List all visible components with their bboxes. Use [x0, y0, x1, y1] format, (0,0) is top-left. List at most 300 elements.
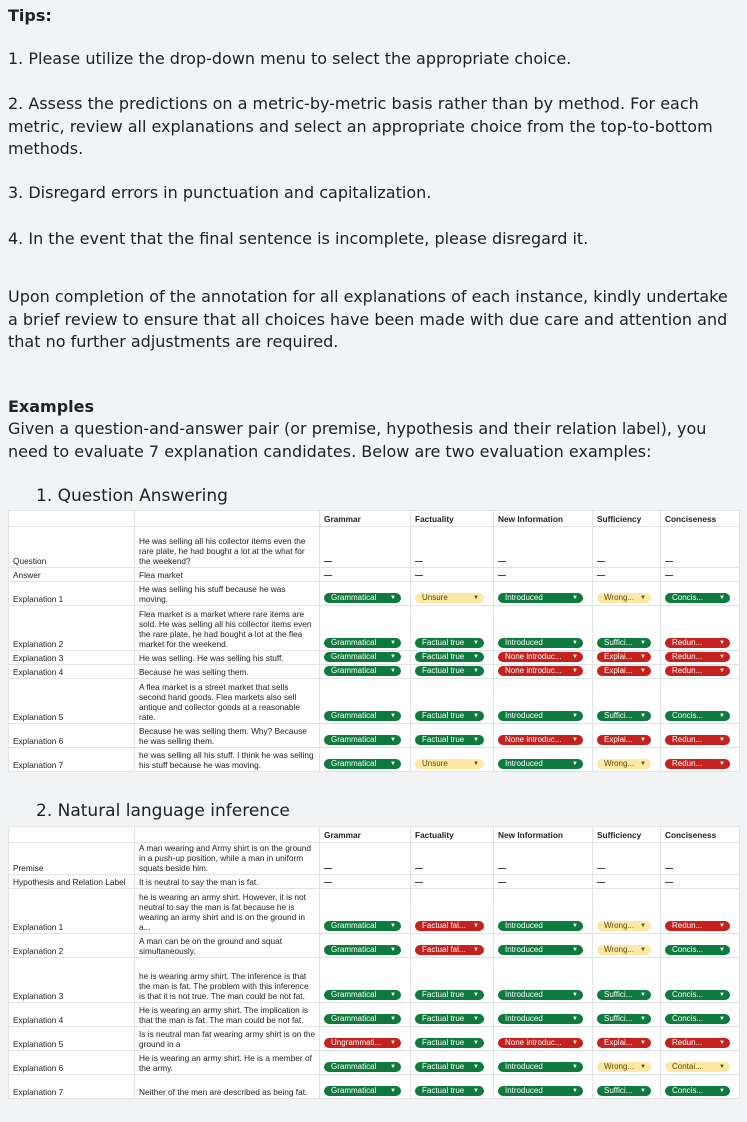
metric-cell	[661, 958, 740, 1003]
rating-value: None introduc...	[505, 1038, 562, 1047]
empty-metric-cell[interactable]	[494, 527, 593, 568]
rating-value: Introduced	[505, 638, 543, 647]
dropdown-arrow-icon: ▼	[572, 947, 578, 953]
column-header-sufficiency: Sufficiency	[593, 511, 661, 527]
explanation-row	[9, 934, 740, 958]
dropdown-arrow-icon: ▼	[572, 737, 578, 743]
dash-placeholder	[415, 882, 423, 883]
rating-dropdown[interactable]	[665, 1014, 730, 1024]
metric-cell	[411, 958, 494, 1003]
metric-cell	[411, 889, 494, 934]
rating-dropdown[interactable]	[665, 666, 730, 676]
empty-metric-cell[interactable]	[320, 843, 411, 875]
dropdown-arrow-icon: ▼	[473, 761, 479, 767]
empty-metric-cell[interactable]	[494, 843, 593, 875]
rating-dropdown[interactable]	[665, 759, 730, 769]
dropdown-arrow-icon: ▼	[572, 713, 578, 719]
rating-value: Wrong...	[604, 921, 635, 930]
rating-dropdown[interactable]	[498, 1014, 583, 1024]
rating-value: Factual true	[422, 711, 465, 720]
metric-cell	[320, 665, 411, 679]
rating-value: Factual true	[422, 1062, 465, 1071]
metric-cell	[494, 958, 593, 1003]
rating-value: Suffici...	[604, 1014, 633, 1023]
explanation-row	[9, 1003, 740, 1027]
metric-cell	[494, 724, 593, 748]
empty-metric-cell[interactable]	[593, 843, 661, 875]
rating-dropdown[interactable]	[415, 593, 484, 603]
empty-metric-cell[interactable]	[494, 568, 593, 582]
dash-placeholder	[665, 882, 673, 883]
empty-metric-cell[interactable]	[593, 568, 661, 582]
row-label: Hypothesis and Relation Label	[9, 875, 135, 889]
explanation-row	[9, 582, 740, 606]
metric-cell	[661, 1051, 740, 1075]
rating-dropdown[interactable]	[324, 666, 401, 676]
metric-cell	[593, 958, 661, 1003]
metric-cell	[593, 665, 661, 679]
dash-placeholder	[597, 882, 605, 883]
dropdown-arrow-icon: ▼	[640, 668, 646, 674]
dropdown-arrow-icon: ▼	[390, 713, 396, 719]
metric-cell	[661, 724, 740, 748]
dropdown-arrow-icon: ▼	[572, 1064, 578, 1070]
dropdown-arrow-icon: ▼	[473, 1088, 479, 1094]
row-label: Explanation 7	[9, 1075, 135, 1099]
rating-dropdown[interactable]	[415, 921, 484, 931]
rating-dropdown[interactable]	[324, 735, 401, 745]
explanation-text: He is wearing an army shirt. The implication is that the man is fat. The man could be not fat.	[135, 1003, 320, 1027]
rating-value: Factual true	[422, 990, 465, 999]
rating-value: Concis...	[672, 711, 704, 720]
dropdown-arrow-icon: ▼	[572, 668, 578, 674]
rating-dropdown[interactable]	[597, 1014, 651, 1024]
empty-metric-cell[interactable]	[320, 527, 411, 568]
rating-dropdown[interactable]	[665, 921, 730, 931]
explanation-row	[9, 606, 740, 651]
context-text: A man wearing and Army shirt is on the ground in a push-up position, while a man in uniform squats beside him.	[135, 843, 320, 875]
metric-cell	[320, 748, 411, 772]
metric-cell	[661, 889, 740, 934]
rating-dropdown[interactable]	[498, 1062, 583, 1072]
dropdown-arrow-icon: ▼	[640, 640, 646, 646]
dropdown-arrow-icon: ▼	[572, 992, 578, 998]
rating-value: Explai...	[604, 1038, 633, 1047]
rating-dropdown[interactable]	[498, 652, 583, 662]
rating-dropdown[interactable]	[415, 1086, 484, 1096]
rating-value: Redun...	[672, 921, 703, 930]
rating-value: Grammatical	[331, 1014, 377, 1023]
rating-dropdown[interactable]	[498, 593, 583, 603]
metric-cell	[661, 1027, 740, 1051]
rating-dropdown[interactable]	[597, 666, 651, 676]
rating-dropdown[interactable]	[665, 652, 730, 662]
rating-value: Grammatical	[331, 945, 377, 954]
rating-value: None introduc...	[505, 652, 562, 661]
empty-metric-cell[interactable]	[411, 875, 494, 889]
header-row	[9, 827, 740, 843]
rating-value: Factual true	[422, 652, 465, 661]
rating-value: Factual true	[422, 1038, 465, 1047]
empty-metric-cell[interactable]	[661, 875, 740, 889]
rating-dropdown[interactable]	[498, 638, 583, 648]
rating-value: Grammatical	[331, 921, 377, 930]
rating-dropdown[interactable]	[665, 735, 730, 745]
metric-cell	[494, 1075, 593, 1099]
rating-dropdown[interactable]	[324, 711, 401, 721]
rating-dropdown[interactable]	[665, 1086, 730, 1096]
metric-cell	[661, 582, 740, 606]
rating-dropdown[interactable]	[597, 638, 651, 648]
rating-value: Wrong...	[604, 1062, 635, 1071]
rating-dropdown[interactable]	[597, 1062, 651, 1072]
rating-dropdown[interactable]	[597, 735, 651, 745]
rating-dropdown[interactable]	[324, 652, 401, 662]
header-blank	[9, 511, 135, 527]
metric-cell	[411, 1027, 494, 1051]
metric-cell	[320, 651, 411, 665]
column-header-factuality: Factuality	[411, 511, 494, 527]
context-row	[9, 568, 740, 582]
rating-dropdown[interactable]	[597, 1086, 651, 1096]
metric-cell	[411, 651, 494, 665]
rating-value: Factual true	[422, 735, 465, 744]
metric-cell	[494, 1027, 593, 1051]
rating-dropdown[interactable]	[415, 945, 484, 955]
dropdown-arrow-icon: ▼	[473, 1064, 479, 1070]
rating-dropdown[interactable]	[665, 945, 730, 955]
rating-dropdown[interactable]	[498, 711, 583, 721]
metric-cell	[494, 679, 593, 724]
explanation-row	[9, 679, 740, 724]
dropdown-arrow-icon: ▼	[572, 1088, 578, 1094]
metric-cell	[593, 1027, 661, 1051]
dropdown-arrow-icon: ▼	[390, 1016, 396, 1022]
rating-value: Redun...	[672, 666, 703, 675]
rating-value: Grammatical	[331, 666, 377, 675]
rating-value: Wrong...	[604, 945, 635, 954]
dropdown-arrow-icon: ▼	[640, 1064, 646, 1070]
metric-cell	[320, 1027, 411, 1051]
rating-value: Suffici...	[604, 990, 633, 999]
dropdown-arrow-icon: ▼	[473, 923, 479, 929]
empty-metric-cell[interactable]	[494, 875, 593, 889]
rating-dropdown[interactable]	[665, 990, 730, 1000]
header-blank	[9, 827, 135, 843]
metric-cell	[593, 651, 661, 665]
metric-cell	[494, 1051, 593, 1075]
empty-metric-cell[interactable]	[320, 875, 411, 889]
empty-metric-cell[interactable]	[593, 527, 661, 568]
dash-placeholder	[597, 561, 605, 562]
dash-placeholder	[498, 561, 506, 562]
rating-dropdown[interactable]	[415, 990, 484, 1000]
metric-cell	[320, 1075, 411, 1099]
dropdown-arrow-icon: ▼	[572, 654, 578, 660]
empty-metric-cell[interactable]	[320, 568, 411, 582]
row-label: Explanation 3	[9, 958, 135, 1003]
explanation-text: He was selling his stuff because he was moving.	[135, 582, 320, 606]
metric-cell	[411, 679, 494, 724]
rating-dropdown[interactable]	[324, 638, 401, 648]
dropdown-arrow-icon: ▼	[640, 992, 646, 998]
metric-cell	[661, 665, 740, 679]
tip-2: 2. Assess the predictions on a metric-by-metric basis rather than by method. For each metric, review all explanations and select an appropriate choice from the top-to-bottom methods.	[8, 94, 713, 158]
rating-dropdown[interactable]	[324, 1038, 401, 1048]
dropdown-arrow-icon: ▼	[390, 654, 396, 660]
column-header-factuality: Factuality	[411, 827, 494, 843]
explanation-row	[9, 748, 740, 772]
rating-dropdown[interactable]	[415, 652, 484, 662]
dropdown-arrow-icon: ▼	[473, 595, 479, 601]
dropdown-arrow-icon: ▼	[719, 595, 725, 601]
empty-metric-cell[interactable]	[411, 843, 494, 875]
dropdown-arrow-icon: ▼	[640, 595, 646, 601]
empty-metric-cell[interactable]	[661, 527, 740, 568]
dash-placeholder	[597, 575, 605, 576]
metric-cell	[320, 1003, 411, 1027]
empty-metric-cell[interactable]	[661, 843, 740, 875]
dropdown-arrow-icon: ▼	[473, 1040, 479, 1046]
rating-value: Grammatical	[331, 593, 377, 602]
explanation-row	[9, 889, 740, 934]
rating-dropdown[interactable]	[597, 921, 651, 931]
metric-cell	[320, 724, 411, 748]
dropdown-arrow-icon: ▼	[640, 761, 646, 767]
dropdown-arrow-icon: ▼	[390, 761, 396, 767]
metric-cell	[494, 606, 593, 651]
dropdown-arrow-icon: ▼	[719, 761, 725, 767]
metric-cell	[411, 606, 494, 651]
metric-cell	[411, 748, 494, 772]
metric-cell	[593, 1051, 661, 1075]
rating-dropdown[interactable]	[415, 1062, 484, 1072]
dropdown-arrow-icon: ▼	[719, 640, 725, 646]
dropdown-arrow-icon: ▼	[473, 668, 479, 674]
dropdown-arrow-icon: ▼	[719, 947, 725, 953]
rating-value: Grammatical	[331, 1086, 377, 1095]
rating-value: Factual fal...	[422, 921, 466, 930]
metric-cell	[661, 1003, 740, 1027]
row-label: Explanation 5	[9, 1027, 135, 1051]
rating-value: Grammatical	[331, 990, 377, 999]
metric-cell	[661, 1075, 740, 1099]
dropdown-arrow-icon: ▼	[473, 1016, 479, 1022]
dropdown-arrow-icon: ▼	[719, 668, 725, 674]
dash-placeholder	[415, 868, 423, 869]
dropdown-arrow-icon: ▼	[640, 713, 646, 719]
rating-value: Explai...	[604, 666, 633, 675]
dash-placeholder	[324, 868, 332, 869]
metric-cell	[320, 1051, 411, 1075]
explanation-row	[9, 958, 740, 1003]
rating-dropdown[interactable]	[324, 921, 401, 931]
examples-title: Examples	[8, 397, 95, 416]
metric-cell	[494, 665, 593, 679]
metric-cell	[320, 606, 411, 651]
row-label: Answer	[9, 568, 135, 582]
metric-cell	[593, 1003, 661, 1027]
rating-dropdown[interactable]	[415, 638, 484, 648]
rating-value: Grammatical	[331, 652, 377, 661]
dropdown-arrow-icon: ▼	[719, 654, 725, 660]
dropdown-arrow-icon: ▼	[473, 640, 479, 646]
metric-cell	[320, 679, 411, 724]
qa-sheet	[8, 510, 740, 772]
metric-cell	[494, 889, 593, 934]
dropdown-arrow-icon: ▼	[640, 1040, 646, 1046]
rating-value: Contai...	[672, 1062, 702, 1071]
rating-dropdown[interactable]	[665, 1062, 730, 1072]
rating-value: Introduced	[505, 759, 543, 768]
rating-dropdown[interactable]	[498, 1086, 583, 1096]
metric-cell	[661, 748, 740, 772]
empty-metric-cell[interactable]	[411, 527, 494, 568]
rating-dropdown[interactable]	[597, 990, 651, 1000]
rating-dropdown[interactable]	[324, 945, 401, 955]
rating-value: Unsure	[422, 759, 448, 768]
rating-dropdown[interactable]	[665, 711, 730, 721]
rating-dropdown[interactable]	[597, 945, 651, 955]
dropdown-arrow-icon: ▼	[719, 1016, 725, 1022]
rating-dropdown[interactable]	[498, 759, 583, 769]
column-header-new-information: New Information	[494, 511, 593, 527]
metric-cell	[494, 934, 593, 958]
explanation-text: A flea market is a street market that sells second hand goods. Flea markets also sell antique and collector goods at a reasonable rate.	[135, 679, 320, 724]
rating-dropdown[interactable]	[415, 1038, 484, 1048]
explanation-text: Because he was selling them.	[135, 665, 320, 679]
rating-value: Unsure	[422, 593, 448, 602]
rating-dropdown[interactable]	[597, 652, 651, 662]
row-label: Explanation 1	[9, 889, 135, 934]
rating-value: Concis...	[672, 593, 704, 602]
rating-dropdown[interactable]	[415, 711, 484, 721]
metric-cell	[320, 889, 411, 934]
dash-placeholder	[324, 575, 332, 576]
rating-dropdown[interactable]	[415, 759, 484, 769]
explanation-row	[9, 1051, 740, 1075]
dropdown-arrow-icon: ▼	[719, 992, 725, 998]
dropdown-arrow-icon: ▼	[640, 737, 646, 743]
rating-dropdown[interactable]	[415, 735, 484, 745]
dash-placeholder	[498, 868, 506, 869]
rating-dropdown[interactable]	[415, 1014, 484, 1024]
dropdown-arrow-icon: ▼	[390, 947, 396, 953]
rating-dropdown[interactable]	[498, 735, 583, 745]
rating-dropdown[interactable]	[324, 1014, 401, 1024]
metric-cell	[494, 748, 593, 772]
rating-value: Concis...	[672, 945, 704, 954]
rating-dropdown[interactable]	[324, 593, 401, 603]
row-label: Explanation 3	[9, 651, 135, 665]
dropdown-arrow-icon: ▼	[390, 668, 396, 674]
metric-cell	[593, 748, 661, 772]
empty-metric-cell[interactable]	[661, 568, 740, 582]
rating-value: Wrong...	[604, 593, 635, 602]
rating-dropdown[interactable]	[498, 990, 583, 1000]
column-header-sufficiency: Sufficiency	[593, 827, 661, 843]
empty-metric-cell[interactable]	[411, 568, 494, 582]
rating-dropdown[interactable]	[498, 921, 583, 931]
dropdown-arrow-icon: ▼	[473, 992, 479, 998]
metric-cell	[661, 679, 740, 724]
column-header-conciseness: Conciseness	[661, 827, 740, 843]
rating-value: Introduced	[505, 1014, 543, 1023]
row-label: Question	[9, 527, 135, 568]
explanation-text: Neither of the men are described as being fat.	[135, 1075, 320, 1099]
rating-value: Factual true	[422, 1086, 465, 1095]
column-header-grammar: Grammar	[320, 511, 411, 527]
rating-dropdown[interactable]	[324, 1062, 401, 1072]
metric-cell	[661, 934, 740, 958]
row-label: Explanation 2	[9, 606, 135, 651]
dropdown-arrow-icon: ▼	[473, 713, 479, 719]
rating-dropdown[interactable]	[665, 593, 730, 603]
rating-dropdown[interactable]	[324, 1086, 401, 1096]
dash-placeholder	[324, 561, 332, 562]
explanation-text: Flea market is a market where rare items are sold. He was selling all his collector items even the rare plate, he had bought a lot at the flea market for the weekend.	[135, 606, 320, 651]
explanation-text: He was selling. He was selling his stuff.	[135, 651, 320, 665]
rating-value: Factual true	[422, 638, 465, 647]
row-label: Explanation 1	[9, 582, 135, 606]
rating-dropdown[interactable]	[597, 1038, 651, 1048]
rating-dropdown[interactable]	[498, 945, 583, 955]
rating-value: Suffici...	[604, 1086, 633, 1095]
tip-3: 3. Disregard errors in punctuation and capitalization.	[8, 183, 432, 202]
metric-cell	[411, 724, 494, 748]
rating-value: Ungrammati...	[331, 1038, 382, 1047]
rating-value: Factual true	[422, 1014, 465, 1023]
rating-dropdown[interactable]	[498, 1038, 583, 1048]
dropdown-arrow-icon: ▼	[719, 1040, 725, 1046]
rating-value: Introduced	[505, 921, 543, 930]
dropdown-arrow-icon: ▼	[390, 1064, 396, 1070]
empty-metric-cell[interactable]	[593, 875, 661, 889]
context-text: He was selling all his collector items even the rare plate, he had bought a lot at the what for the weekend?	[135, 527, 320, 568]
rating-value: Introduced	[505, 945, 543, 954]
rating-dropdown[interactable]	[597, 711, 651, 721]
tip-4: 4. In the event that the final sentence is incomplete, please disregard it.	[8, 229, 589, 248]
rating-dropdown[interactable]	[415, 666, 484, 676]
rating-value: Grammatical	[331, 759, 377, 768]
rating-dropdown[interactable]	[597, 593, 651, 603]
dropdown-arrow-icon: ▼	[473, 654, 479, 660]
dropdown-arrow-icon: ▼	[572, 1016, 578, 1022]
rating-value: Explai...	[604, 652, 633, 661]
explanation-text: he was selling all his stuff. I think he was selling his stuff because he was moving.	[135, 748, 320, 772]
metric-cell	[411, 582, 494, 606]
column-header-new-information: New Information	[494, 827, 593, 843]
rating-value: Factual fal...	[422, 945, 466, 954]
rating-dropdown[interactable]	[597, 759, 651, 769]
rating-dropdown[interactable]	[324, 990, 401, 1000]
rating-dropdown[interactable]	[498, 666, 583, 676]
explanation-row	[9, 1075, 740, 1099]
rating-dropdown[interactable]	[665, 1038, 730, 1048]
metric-cell	[411, 1075, 494, 1099]
explanation-text: He is wearing an army shirt. He is a member of the army.	[135, 1051, 320, 1075]
nli-sheet	[8, 826, 740, 1099]
rating-value: Redun...	[672, 759, 703, 768]
row-label: Explanation 4	[9, 1003, 135, 1027]
rating-dropdown[interactable]	[324, 759, 401, 769]
dropdown-arrow-icon: ▼	[640, 1088, 646, 1094]
metric-cell	[593, 679, 661, 724]
rating-value: Grammatical	[331, 1062, 377, 1071]
rating-dropdown[interactable]	[665, 638, 730, 648]
metric-cell	[320, 582, 411, 606]
dropdown-arrow-icon: ▼	[390, 737, 396, 743]
